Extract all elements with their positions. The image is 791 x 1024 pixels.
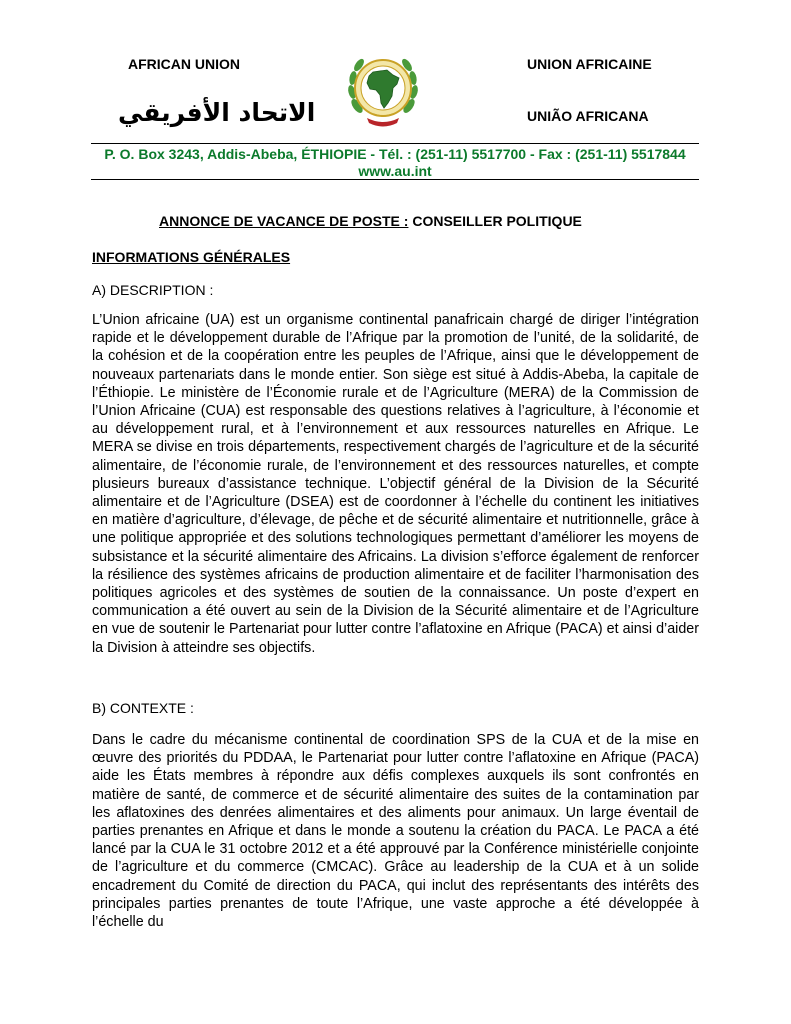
vacancy-title: [159, 213, 582, 229]
header-title-english: AFRICAN UNION: [128, 56, 240, 72]
website-link[interactable]: www.au.int: [358, 163, 432, 179]
header-divider-bottom: [91, 179, 699, 180]
description-heading: A) DESCRIPTION :: [92, 282, 214, 298]
contact-address: P. O. Box 3243, Addis-Abeba, ÉTHIOPIE - Tél. : (251-11) 5517700 - Fax : (251-11) 5517844: [104, 146, 686, 162]
header-title-arabic: الاتحاد الأفريقي: [118, 98, 316, 127]
context-paragraph: Dans le cadre du mécanisme continental de coordination SPS de la CUA et de la mise en œuvre des priorités du PDDAA, le Partenariat pour lutter contre l’aflatoxine en Afrique (PACA) aide les États membres à répondre aux défis complexes auxquels ils sont confrontés en matière de santé, de commerce et de sécurité alimentaire des suites de la contamination par les aflatoxines des denrées alimentaires et des aliments pour animaux. Un large éventail de parties prenantes en Afrique et dans le monde a soutenu la création du PACA. Le PACA a été lancé par la CUA le 31 octobre 2012 et a été approuvé par la Conférence ministérielle conjointe de l’agriculture et du commerce (CMCAC). Grâce au leadership de la CUA et à un solide encadrement du Comité de direction du PACA, qui inclut des représentants des intérêts des principales parties prenantes de toute l’Afrique, une vaste approche a été développée à l’échelle du: [92, 732, 699, 931]
african-union-emblem-icon: [343, 48, 423, 130]
vacancy-title-position: CONSEILLER POLITIQUE: [408, 213, 582, 229]
header-divider-top: [91, 143, 699, 144]
description-paragraph: L’Union africaine (UA) est un organisme continental panafricain chargé de diriger l’intégration rapide et le développement durable de l’Afrique par la promotion de l’unité, de la solidarité, de la cohésion et de la coopération entre les peuples de l’Afrique, ainsi que le développement de nouveaux partenariats dans le monde entier. Son siège est situé à Addis-Abeba, la capitale de l’Éthiopie. Le ministère de l’Économie rurale et de l’Agriculture (MERA) de la Commission de l’Union Africaine (CUA) est responsable des questions relatives à l’agriculture, à l’économie et au développement rural, et à l’environnement et aux ressources naturelles en Afrique. Le MERA se divise en trois départements, respectivement chargés de l’agriculture et de la sécurité alimentaire, de l’économie rurale, de l’environnement et des ressources naturelles, et compte plusieurs bureaux d’assistance technique. L’objectif général de la Division de la Sécurité alimentaire et de l’Agriculture (DSEA) est de coordonner à l’échelle du continent les initiatives en matière d’agriculture, d’élevage, de pêche et de sécurité alimentaire et nutritionnelle, grâce à une politique appropriée et des solutions technologiques permettant d’améliorer les moyens de subsistance et la sécurité alimentaire des Africains. La division s’efforce également de renforcer la résilience des systèmes africains de production alimentaire et de faciliter l’harmonisation des politiques agricoles et des systèmes de soutien de la connaissance. Un poste d’expert en communication a été ouvert au sein de la Division de la Sécurité alimentaire et de l’Agriculture en vue de soutenir le Partenariat pour lutter contre l’aflatoxine en Afrique (PACA) et ainsi d’aider la Division à atteindre ses objectifs.: [92, 312, 699, 656]
header-title-french: UNION AFRICAINE: [527, 56, 652, 72]
header-title-portuguese: UNIÃO AFRICANA: [527, 108, 649, 124]
vacancy-title-prefix: ANNONCE DE VACANCE DE POSTE :: [159, 213, 409, 229]
context-heading: B) CONTEXTE :: [92, 700, 194, 716]
general-information-heading: INFORMATIONS GÉNÉRALES: [92, 249, 291, 265]
contact-block: [60, 146, 730, 180]
